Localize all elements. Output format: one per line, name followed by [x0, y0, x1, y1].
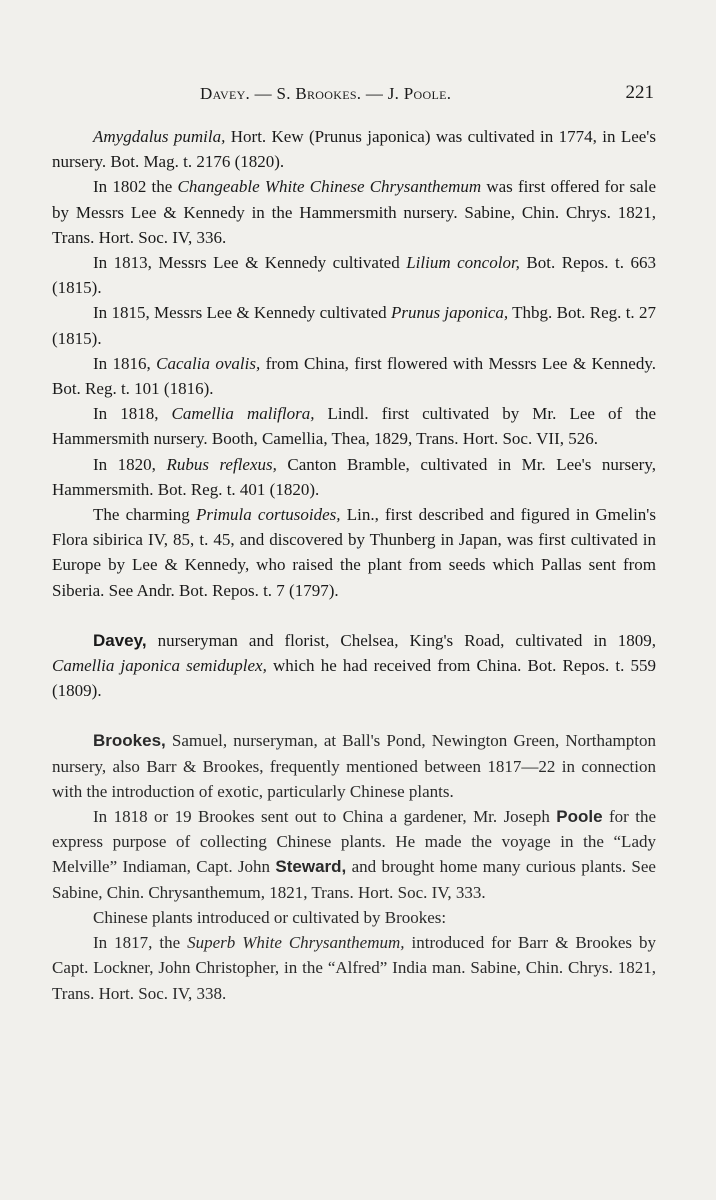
paragraph-text: nurseryman and florist, Chelsea, King's Road, cultivated in 1809, — [146, 630, 656, 650]
paragraph-text: which he had received from China. Bot. Repos. t. 559 (1809). — [52, 656, 656, 701]
paragraph-poole — [52, 804, 656, 905]
entry-davey — [52, 628, 656, 704]
paragraph-text: Chinese plants introduced or cultivated by Brookes: — [93, 907, 447, 927]
species-name: Primula cortusoides, — [196, 505, 341, 525]
name-steward: Steward, — [275, 857, 347, 877]
paragraph-amygdalus — [52, 124, 656, 174]
species-name: Lilium concolor, — [406, 253, 520, 273]
brookes-section — [52, 728, 656, 1005]
paragraph-text: Lindl. first cultivated by Mr. Lee of the Hammersmith nursery. Booth, Camellia, Thea, 1829, Trans. Hort. Soc. VII, 526. — [52, 404, 656, 449]
running-head-title: Davey. — S. Brookes. — J. Poole. — [200, 84, 452, 103]
species-name: Changeable White Chinese Chrysanthemum — [177, 177, 482, 197]
species-name: Cacalia ovalis, — [156, 353, 261, 373]
species-name: Camellia japonica semiduplex, — [52, 656, 267, 676]
paragraph-text: In 1818, — [93, 404, 172, 424]
paragraph-primula — [52, 502, 656, 603]
paragraph-1818 — [52, 401, 656, 451]
page-body — [52, 124, 656, 1006]
paragraph-text: from China, first flowered with Messrs Lee & Kennedy. Bot. Reg. t. 101 (1816). — [52, 353, 656, 399]
paragraph-text: In 1820, — [93, 454, 167, 474]
species-name: Prunus japonica, — [390, 303, 509, 323]
running-header — [0, 82, 716, 110]
paragraph-text: In 1815, Messrs Lee & Kennedy cultivated — [93, 303, 391, 323]
paragraph-1817 — [52, 930, 656, 1006]
species-name: Rubus reflexus, — [166, 454, 277, 474]
entry-name-davey: Davey, — [93, 630, 147, 650]
paragraph-text: introduced for Barr & Brookes by Capt. Lockner, John Christopher, in the “Alfred” India man. Sabine, Chin. Chrys. 1821, Trans. Hort. Soc. IV, 338. — [52, 933, 656, 1003]
paragraph-text: In 1813, Messrs Lee & Kennedy cultivated — [93, 253, 407, 273]
species-name: Amygdalus pumila, — [93, 127, 226, 146]
page-number: 221 — [625, 82, 654, 103]
paragraph-text: and brought home many curious plants. See Sabine, Chin. Chrysanthemum, 1821, Trans. Hort. Soc. IV, 333. — [52, 857, 656, 902]
entry-name-brookes: Brookes, — [93, 731, 166, 751]
paragraph-1820 — [52, 452, 656, 502]
paragraph-1816 — [52, 351, 656, 401]
species-name: Superb White Chrysanthemum, — [187, 933, 405, 953]
paragraph-text: was first offered for sale by Messrs Lee & Kennedy in the Hammersmith nursery. Sabine, Chin. Chrys. 1821, Trans. Hort. Soc. IV, 336. — [52, 177, 656, 247]
paragraph-1815 — [52, 300, 656, 350]
entry-brookes — [52, 728, 656, 804]
paragraph-text: The charming — [93, 505, 196, 525]
paragraph-text: In 1817, the — [93, 933, 188, 953]
paragraph-intro — [52, 905, 656, 930]
entry-name-poole: Poole — [556, 807, 603, 827]
paragraph-text: Canton Bramble, cultivated in Mr. Lee's nursery, Hammersmith. Bot. Reg. t. 401 (1820). — [52, 454, 656, 499]
paragraph-text: Samuel, nurseryman, at Ball's Pond, Newington Green, Northampton nursery, also Barr & Brookes, frequently mentioned between 1817—22 in connection with the introduction of exotic, particularly Chinese plants. — [52, 731, 656, 801]
paragraph-text: In 1802 the — [93, 177, 178, 197]
paragraph-text: In 1818 or 19 Brookes sent out to China a gardener, Mr. Joseph — [93, 807, 557, 827]
paragraph-text: Thbg. Bot. Reg. t. 27 (1815). — [52, 303, 657, 348]
paragraph-text: for the express purpose of collecting Chinese plants. He made the voyage in the “Lady Melville” Indiaman, Capt. John — [52, 807, 656, 877]
paragraph-1802 — [52, 174, 656, 250]
paragraph-text: In 1816, — [93, 353, 157, 373]
paragraph-text: Lin., first described and figured in Gmelin's Flora sibirica IV, 85, t. 45, and discovered by Thunberg in Japan, was first cultivated in Europe by Lee & Kennedy, who raised the plant from seeds which Pallas sent from Siberia. See Andr. Bot. Repos. t. 7 (1797). — [52, 505, 656, 600]
paragraph-text: Hort. Kew (Prunus japonica) was cultivated in 1774, in Lee's nursery. Bot. Mag. t. 2176 (1820). — [52, 127, 656, 172]
species-name: Camellia maliflora, — [171, 404, 315, 424]
paragraph-1813 — [52, 250, 656, 300]
paragraph-text: Bot. Repos. t. 663 (1815). — [52, 253, 656, 298]
